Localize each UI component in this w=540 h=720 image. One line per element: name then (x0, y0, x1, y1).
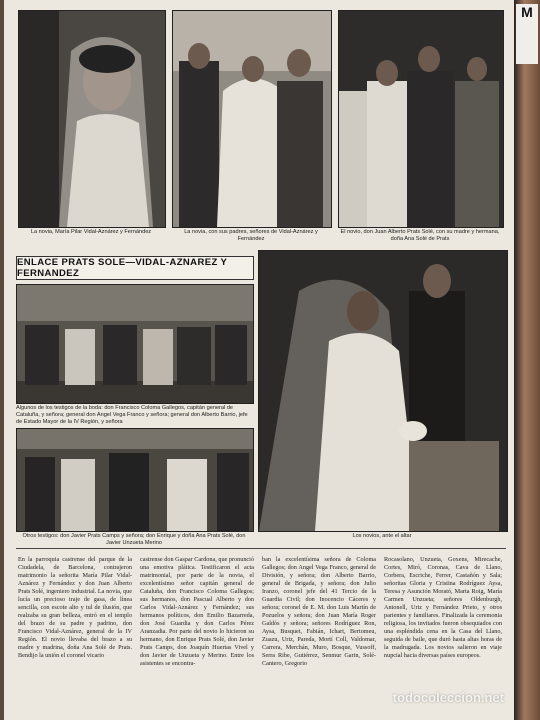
facing-page-masthead (516, 4, 538, 64)
body-column-1: En la parroquia castrense del parque de la Ciudadela, de Barcelona, contrajeron matrimonio la señorita María Pilar Vidal-Aznárez y Fernández y don Juan Alberto Prats Solé, ingeniero industrial. La novia, que lucía un precioso traje de gasa, de línea sencilla, con escote alto y tul de ilusión, que realzaba su gran belleza, entró en el templo del brazo de su padre y padrino, don Francisco Vidal-Aznárez, general de la IV Región. El novio llevaba del brazo a su madre y madrina, doña Ana Solé de Prats. Bendijo la unión el coronel vicario (18, 556, 132, 659)
photo-other-witnesses (16, 428, 254, 532)
body-column-3: ban la excelentísima señora de Coloma Gallegos; don Angel Vega Franco, general de División, y señora; don Alberto Barrio, general de Brigada, y señora; don Julio Iranzo, coronel jefe del 41 Tercio de la Guardia Civil; don Inocencio Cáceres y señora; coronel de E. M. don Luis Martín de Pozuelos y señora; don Juan María Roger Galdós y señora; señores Rodríguez Ron, Aysa, Busquet, Fabián, Ichart, Bertomeu, Zuazu, Uriz, Pareda, Mortí Coll, Valdomar, Carrera, Merchán, Muro, Bosque, Vussoff, Serra Ribe, Gutiérrez, Senmur Garin, Solé-Cantero, Gregorio (262, 556, 376, 667)
caption-bride-with-parents: La novia, con sus padres, señores de Vidal-Aznárez y Fernández (184, 229, 318, 242)
caption-groom-with-family: El novio, don Juan Alberto Prats Solé, con su madre y hermana, doña Ana Solé de Prats (340, 229, 500, 242)
photo-groom-with-family (338, 10, 504, 228)
photo-couple-at-altar (258, 250, 508, 532)
watermark-logo (354, 688, 504, 706)
bottom-rule (16, 548, 506, 549)
article-headline: ENLACE PRATS SOLE—VIDAL-AZNAREZ Y FERNANDEZ (17, 257, 228, 279)
masthead-fragment: M (521, 4, 533, 20)
caption-couple-at-altar: Los novios, ante el altar (352, 533, 412, 539)
caption-other-witnesses: Otros testigos: don Javier Prats Camps y señora; don Enrique y doña Ana Prats Solé, don Javier Unzueta Merino (22, 533, 246, 546)
magazine-page (4, 0, 514, 720)
facing-page-edge (514, 0, 540, 720)
photo-wedding-witnesses (16, 284, 254, 404)
photo-bride-with-parents (172, 10, 332, 228)
body-column-2: castrense don Gaspar Cardona, que pronunció una emotiva plática. Testificaron el acta matrimonial, por parte de la novia, el excelentísimo señor capitán general de Cataluña, don Francisco Coloma Gallegos; sus hermanos, don Pascual Alberto y don Carlos Vidal-Aznárez y Fernández; sus hermanos políticos, don Emilio Bazarreda, don José Guardia y don Carlos Pérez Aranzadia. Por parte del novio lo hicieron su hermano, don Enrique Prats Solé, don Javier Prats Camps, don Joaquín Huertas Vivel y don Javier de Unzueta y Merino. Entre los asistentes se encontra- (140, 556, 254, 667)
caption-bride-portrait: La novia, María Pilar Vidal-Aznárez y Fernández (30, 229, 152, 235)
headline-box (16, 256, 254, 280)
watermark-text: todocoleccion.net (392, 689, 504, 705)
caption-wedding-witnesses: Algunos de los testigos de la boda: don Francisco Coloma Gallegos, capitán general de Cataluña, y señora; general don Angel Vega Franco y señora; general don Alberto Barrio, jefe de Estado Mayor de la IV Región, y señora (16, 405, 248, 425)
photo-bride-portrait (18, 10, 166, 228)
body-column-4: Rocasolano, Unzueta, Goxens, Mirecache, Cortes, Miró, Coronas, Cava de Llano, Corbera, Escriche, Ferrer, Castañón y Sala; señoritas Gloria y Cristina Rodríguez Aysa, Teresa y Asunción Morató, Marta Roig, María Carmen Unzueta; señores Oldenburgh, Antonell, Uriz y Fernández Prieto, y otros parientes y familiares. Finalizada la ceremonia religiosa, los invitados fueron obsequiados con una espléndida cena en la Casa del Llano, seguida de baile, que duró hasta altas horas de la madrugada. Los novios salieron en viaje nupcial hacia diversas países europeos. (384, 556, 502, 659)
